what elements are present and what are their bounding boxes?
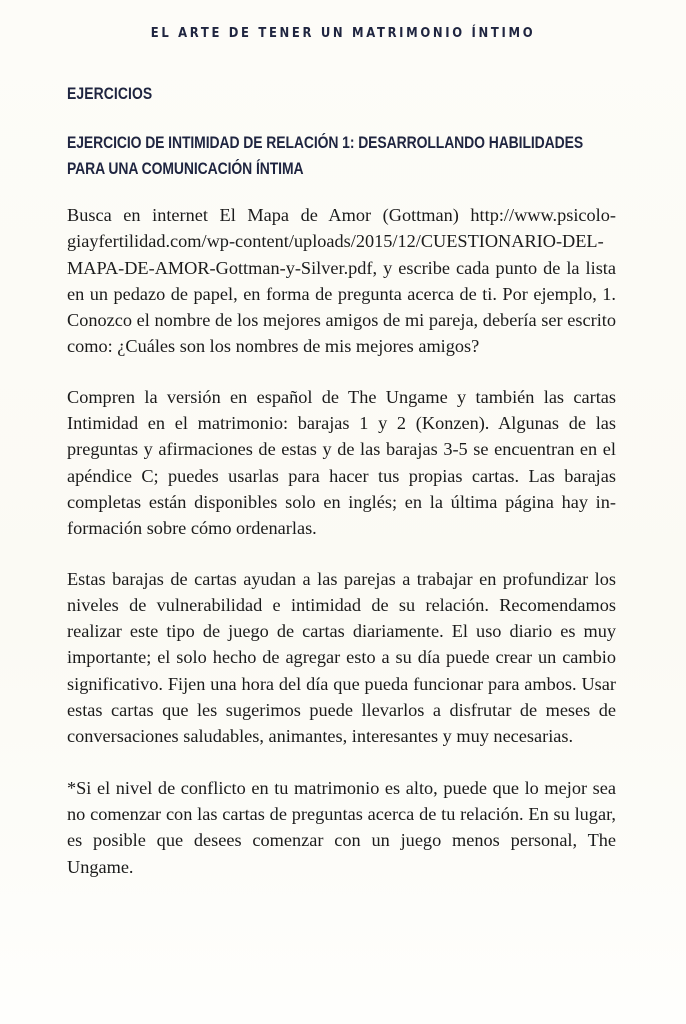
paragraph-ungame-cards: Compren la versión en español de The Ungame y también las cartas Intimidad en el matrimonio: barajas 1 y 2 (Konzen). Algunas de las preguntas y afirmaciones de estas y de las barajas 3-5 se encuentran en el apéndice C; puedes usarlas para hacer tus propias cartas. Las barajas completas están disponibles solo en inglés; en la última página hay información sobre cómo ordenarlas.	[67, 386, 616, 539]
section-title: EJERCICIOS	[67, 84, 153, 103]
page-content	[67, 84, 616, 880]
running-head: EL ARTE DE TENER UN MATRIMONIO ÍNTIMO	[150, 25, 536, 41]
paragraph-card-decks-benefits: Estas barajas de cartas ayudan a las parejas a trabajar en profundizar los niveles de vulnerabilidad e intimidad de su relación. Recomendamos realizar este tipo de juego de cartas diariamente. El uso diario es muy importante; el solo hecho de agregar esto a su día puede crear un cambio significativo. Fijen una hora del día que pueda funcionar para ambos. Usar estas cartas que les sugerimos puede llevarlos a disfrutar de meses de conversaciones saludables, animantes, interesantes y muy necesarias.	[67, 568, 616, 747]
paragraph-conflict-note: *Si el nivel de conflicto en tu matrimonio es alto, puede que lo mejor sea no comenzar con las cartas de preguntas acerca de tu relación. En su lugar, es posible que desees comenzar con un juego menos personal, The Ungame.	[67, 777, 616, 877]
paragraph-love-map: Busca en internet El Mapa de Amor (Gottman) http://www.psicologiayfertilidad.com/wp-content/uploads/2015/12/CUESTIONARIO-​DEL-MAPA-DE-AMOR-Gottman-y-Silver.pdf, y escribe cada punto de la lista en un pedazo de papel, en forma de pregunta acerca de ti. Por ejemplo, 1. Conozco el nombre de los mejores amigos de mi pareja, debería ser escrito como: ¿Cuáles son los nombres de mis mejores amigos?	[67, 205, 616, 357]
exercise-title: EJERCICIO DE INTIMIDAD DE RELACIÓN 1: DESARROLLANDO HABILIDADES PARA UNA COMUNICACIÓN ÍNTIMA	[67, 133, 584, 178]
